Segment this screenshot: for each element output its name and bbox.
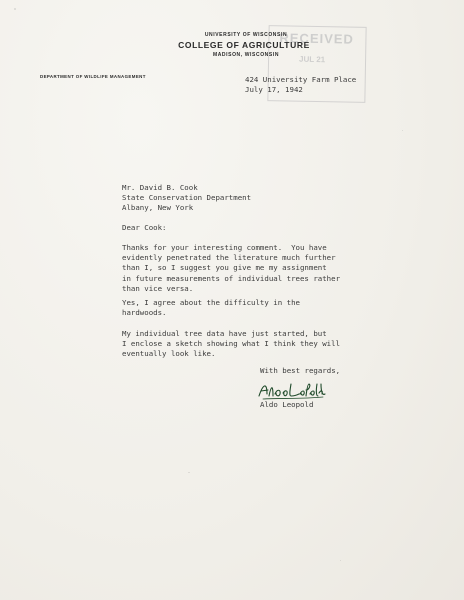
letter-date: July 17, 1942	[245, 85, 303, 94]
recipient-department: State Conservation Department	[122, 193, 252, 202]
paragraph-line: than vice versa.	[122, 283, 194, 293]
paragraph-line: eventually look like.	[122, 349, 216, 359]
salutation: Dear Cook:	[122, 223, 167, 232]
recipient-name: Mr. David B. Cook	[122, 183, 198, 192]
paragraph-line: than I, so I suggest you give me my assignment	[122, 263, 327, 273]
closing: With best regards,	[260, 366, 341, 375]
paragraph-line: in future measurements of individual trees rather	[122, 273, 341, 283]
sender-address: 424 University Farm Place	[245, 75, 357, 84]
letterhead-department: DEPARTMENT OF WILDLIFE MANAGEMENT	[40, 74, 146, 79]
paper-speck	[402, 130, 403, 131]
paragraph-line: hardwoods.	[122, 308, 167, 318]
letterhead-college: COLLEGE OF AGRICULTURE	[178, 40, 310, 50]
paragraph-3	[122, 329, 340, 360]
signer-name: Aldo Leopold	[260, 400, 314, 409]
paragraph-line: evidently penetrated the literature much further	[122, 253, 336, 263]
paragraph-line: Thanks for your interesting comment. You have	[122, 243, 327, 252]
paragraph-2	[122, 298, 300, 318]
letterhead-university: UNIVERSITY OF WISCONSIN	[204, 32, 288, 38]
recipient-city: Albany, New York	[122, 203, 194, 212]
paper-speck	[340, 560, 341, 561]
paragraph-1	[122, 243, 340, 294]
paper-speck	[188, 472, 190, 473]
paragraph-line: I enclose a sketch showing what I think they will	[122, 339, 341, 349]
stamp-line-2: JUL 21	[299, 54, 326, 65]
handwritten-signature	[255, 378, 327, 402]
paper-speck	[14, 8, 16, 10]
letterhead-city: MADISON, WISCONSIN	[212, 52, 280, 58]
paragraph-line: Yes, I agree about the difficulty in the	[122, 298, 300, 307]
paragraph-line: My individual tree data have just started, but	[122, 329, 327, 338]
stamp-line-1: RECEIVED	[279, 30, 355, 47]
